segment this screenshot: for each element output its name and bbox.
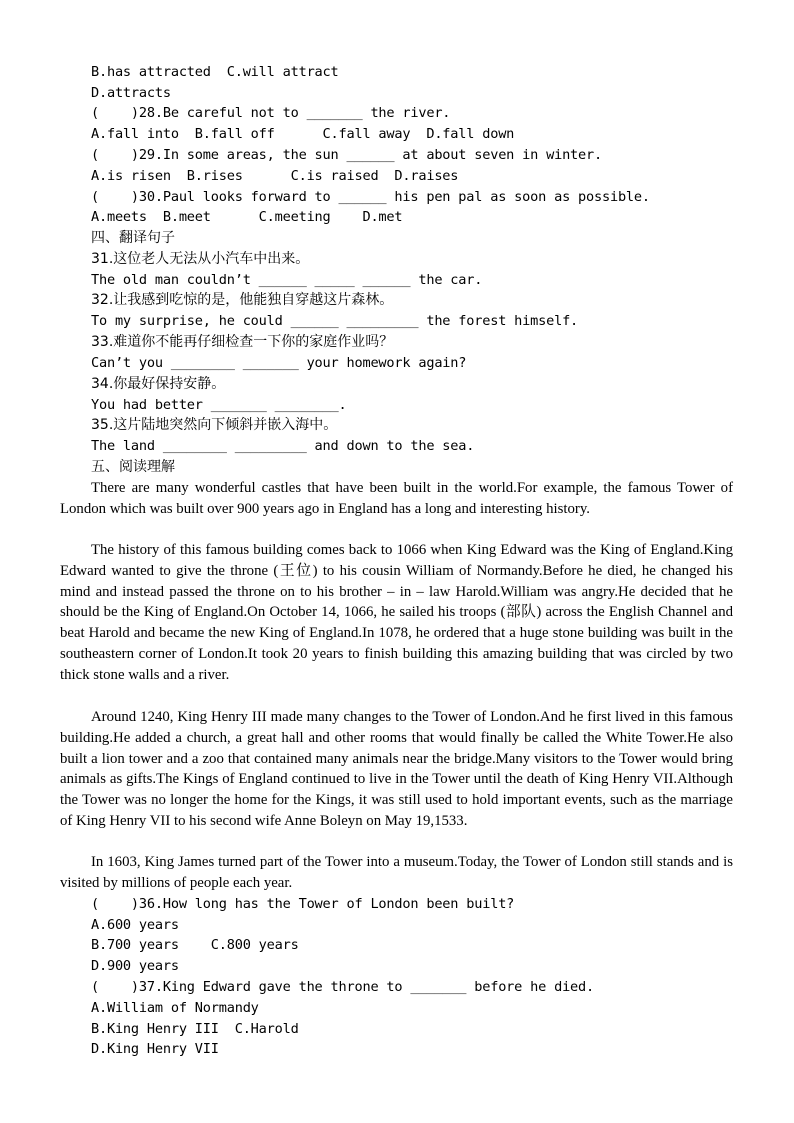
passage-paragraph-4: In 1603, King James turned part of the Tower into a museum.Today, the Tower of London still stands and is visited by millions of people each year. xyxy=(60,854,733,891)
passage-paragraph-1: There are many wonderful castles that have been built in the world.For example, the famous Tower of London which was built over 900 years ago in England has a long and interesting history. xyxy=(60,480,733,517)
section-title-reading: 五、阅读理解 xyxy=(91,459,175,475)
options-28: A.fall into B.fall off C.fall away D.fall down xyxy=(91,126,515,142)
question-28: ( )28.Be careful not to _______ the river. xyxy=(91,105,451,121)
option-line: D.attracts xyxy=(91,85,171,101)
section-title-translation: 四、翻译句子 xyxy=(91,230,175,246)
translation-35-en: The land ________ _________ and down to the sea. xyxy=(91,438,475,454)
option-line: D.King Henry VII xyxy=(91,1041,219,1057)
translation-31-en: The old man couldn’t ______ _____ ______ the car. xyxy=(91,272,483,288)
translation-31-cn: 31.这位老人无法从小汽车中出来。 xyxy=(91,251,310,267)
passage-paragraph-3: Around 1240, King Henry III made many changes to the Tower of London.And he first lived in this famous building.He added a church, a great hall and other rooms that would finally be called the White Tower.He also built a lion tower and a zoo that contained many animals near the bridge.Many visitors to the Tower would bring animals as gifts.The Kings of England continued to live in the Tower until the death of King Henry VII.Although the Tower was no longer the home for the Kings, it was still used to hold important events, such as the marriage of King Henry VII to his second wife Anne Boleyn on May 19,1533. xyxy=(60,709,733,829)
translation-33-en: Can’t you ________ _______ your homework again? xyxy=(91,355,467,371)
translation-33-cn: 33.难道你不能再仔细检查一下你的家庭作业吗？ xyxy=(91,334,394,350)
question-37: ( )37.King Edward gave the throne to _______ before he died. xyxy=(91,979,595,995)
option-line: B.700 years C.800 years xyxy=(91,937,299,953)
translation-32-cn: 32.让我感到吃惊的是，他能独自穿越这片森林。 xyxy=(91,292,394,308)
option-line: B.King Henry III C.Harold xyxy=(91,1021,299,1037)
option-line: A.William of Normandy xyxy=(91,1000,259,1016)
options-29: A.is risen B.rises C.is raised D.raises xyxy=(91,168,459,184)
question-36: ( )36.How long has the Tower of London been built? xyxy=(91,896,515,912)
option-line: D.900 years xyxy=(91,958,179,974)
question-30: ( )30.Paul looks forward to ______ his pen pal as soon as possible. xyxy=(91,189,650,205)
passage-paragraph-2: The history of this famous building comes back to 1066 when King Edward was the King of England.King Edward wanted to give the throne (王位) to his cousin William of Normandy.Before he died, he changed his mind and instead passed the throne on to his brother – in – law Harold.William was angry.He decided that he should be the King of England.On October 14, 1066, he sailed his troops (部队) across the English Channel and beat Harold and became the new King of England.In 1078, he ordered that a huge stone building was built in the southeastern corner of London.It took 20 years to finish building this amazing building that was circled by two thick stone walls and a river. xyxy=(60,542,733,683)
translation-35-cn: 35.这片陆地突然向下倾斜并嵌入海中。 xyxy=(91,417,338,433)
option-line: A.600 years xyxy=(91,917,179,933)
translation-34-en: You had better _______ ________. xyxy=(91,397,347,413)
options-30: A.meets B.meet C.meeting D.met xyxy=(91,209,403,225)
question-29: ( )29.In some areas, the sun ______ at about seven in winter. xyxy=(91,147,602,163)
translation-32-en: To my surprise, he could ______ _________ the forest himself. xyxy=(91,313,579,329)
translation-34-cn: 34.你最好保持安静。 xyxy=(91,376,226,392)
option-line: B.has attracted C.will attract xyxy=(91,64,339,80)
